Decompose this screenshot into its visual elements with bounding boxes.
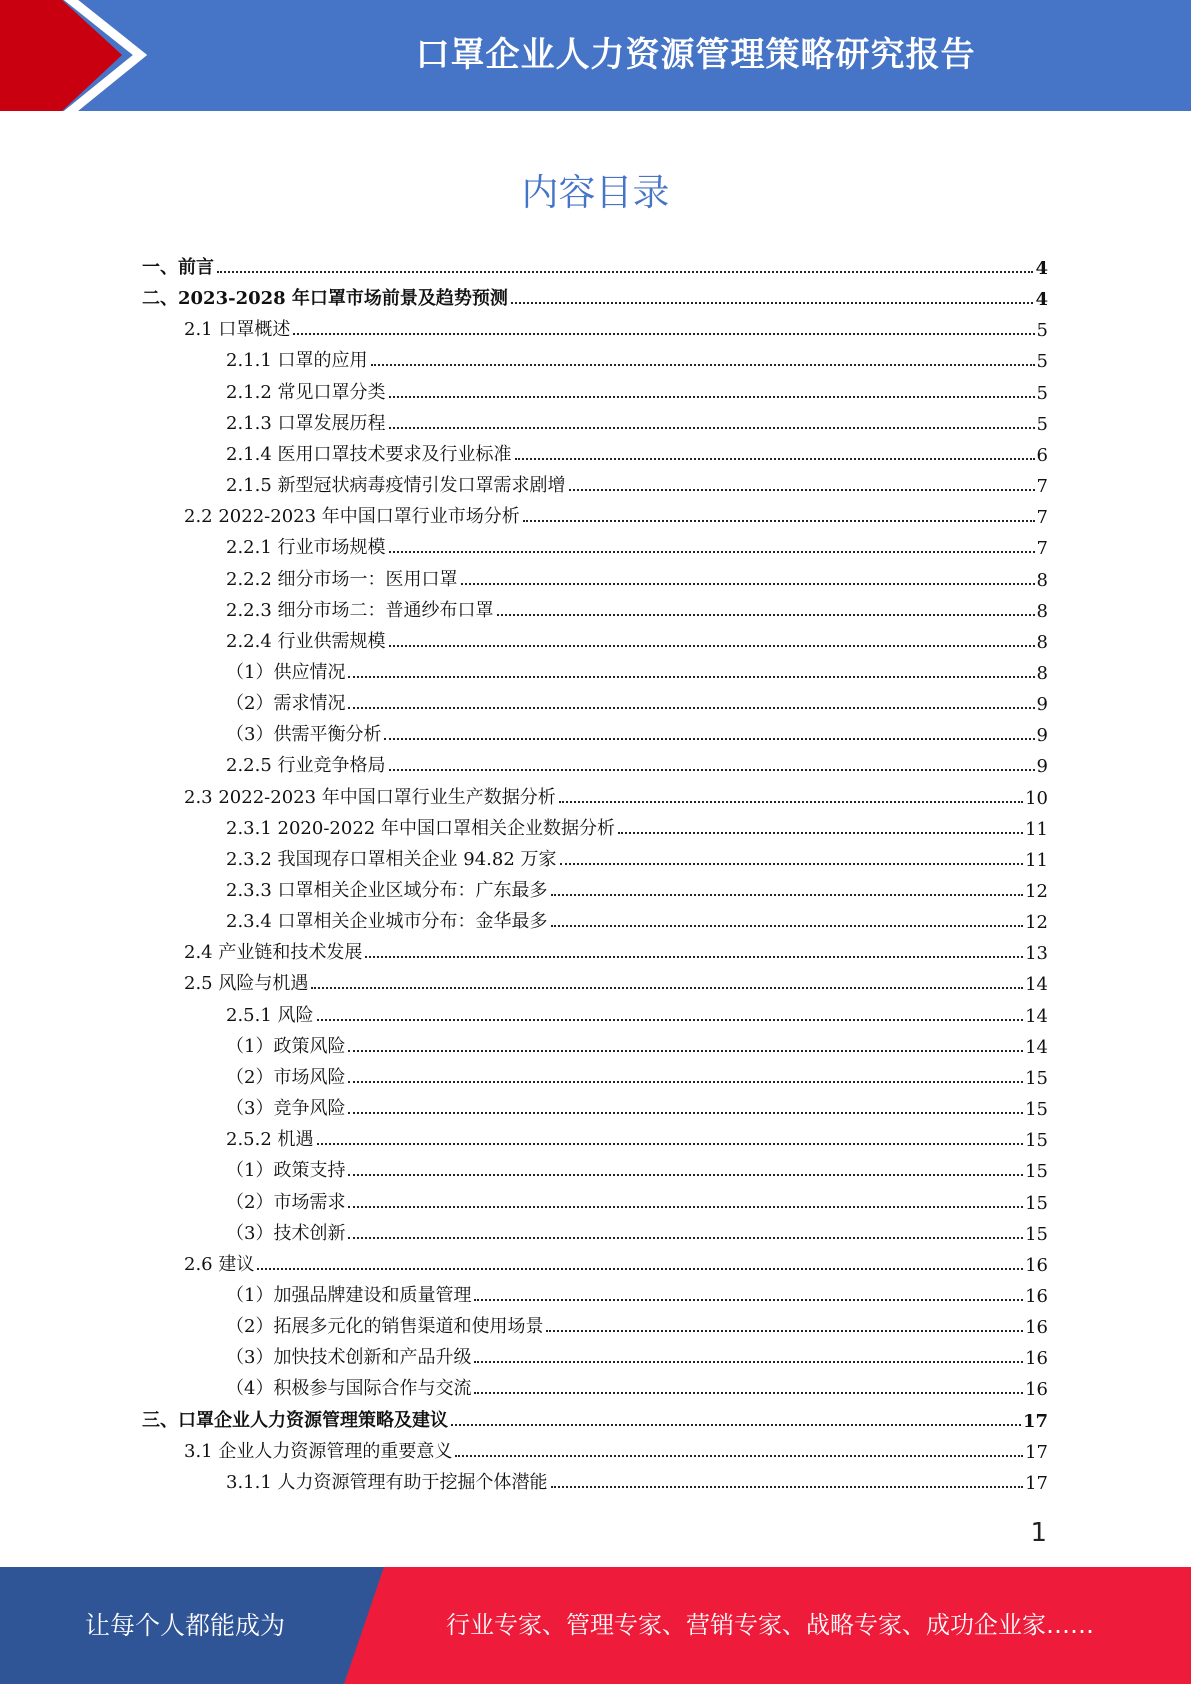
toc-entry-title: （1）供应情况 <box>226 661 346 683</box>
toc-entry-page: 11 <box>1025 818 1048 840</box>
toc-entry-title: 2.5.1 风险 <box>226 1004 314 1026</box>
toc-dot-leader <box>551 894 1024 896</box>
toc-entry-title: 2.2 2022-2023 年中国口罩行业市场分析 <box>184 506 520 528</box>
toc-entry-page: 9 <box>1036 756 1048 778</box>
toc-entry-title: （1）政策风险 <box>226 1035 346 1057</box>
toc-entry-title: 3.1 企业人力资源管理的重要意义 <box>184 1440 453 1462</box>
toc-dot-leader <box>523 520 1035 522</box>
toc-entry-page: 15 <box>1025 1223 1048 1245</box>
toc-entry-title: （3）竞争风险 <box>226 1098 346 1120</box>
toc-dot-leader <box>389 551 1035 553</box>
toc-dot-leader <box>474 1392 1023 1394</box>
toc-entry-page: 7 <box>1036 507 1048 529</box>
toc-entry[interactable] <box>226 1338 1048 1369</box>
footer-slogan-left: 让每个人都能成为 <box>84 1611 285 1640</box>
toc-entry-title: 2.3.1 2020-2022 年中国口罩相关企业数据分析 <box>226 817 615 839</box>
toc-entry-title: 2.5 风险与机遇 <box>184 973 309 995</box>
toc-entry[interactable] <box>226 871 1048 902</box>
toc-entry[interactable] <box>226 622 1048 653</box>
toc-entry-page: 12 <box>1025 912 1048 934</box>
toc-entry-title: 二、2023-2028 年口罩市场前景及趋势预测 <box>142 288 508 310</box>
toc-dot-leader <box>348 676 1034 678</box>
toc-dot-leader <box>365 956 1023 958</box>
toc-entry-page: 6 <box>1036 444 1048 466</box>
toc-dot-leader <box>515 458 1035 460</box>
toc-entry[interactable] <box>226 653 1048 684</box>
toc-dot-leader <box>389 396 1035 398</box>
toc-entry[interactable] <box>226 1183 1048 1214</box>
toc-entry[interactable] <box>226 1089 1048 1120</box>
toc-entry-page: 7 <box>1036 538 1048 560</box>
toc-dot-leader <box>384 738 1034 740</box>
toc-entry-page: 15 <box>1025 1130 1048 1152</box>
toc-dot-leader <box>461 583 1035 585</box>
toc-dot-leader <box>311 987 1023 989</box>
toc-dot-leader <box>217 271 1033 273</box>
toc-dot-leader <box>497 614 1035 616</box>
toc-entry[interactable] <box>226 1307 1048 1338</box>
toc-entry[interactable] <box>226 809 1048 840</box>
toc-entry-page: 5 <box>1036 382 1048 404</box>
toc-dot-leader <box>546 1330 1023 1332</box>
toc-entry[interactable] <box>226 1058 1048 1089</box>
toc-entry-title: （1）政策支持 <box>226 1160 346 1182</box>
toc-entry[interactable] <box>184 778 1048 809</box>
toc-dot-leader <box>317 1019 1024 1021</box>
page-number: 1 <box>1030 1518 1047 1548</box>
toc-entry-title: 2.1.5 新型冠状病毒疫情引发口罩需求剧增 <box>226 475 566 497</box>
toc-dot-leader <box>389 427 1035 429</box>
toc-entry[interactable] <box>226 1151 1048 1182</box>
toc-entry-page: 14 <box>1025 1036 1048 1058</box>
toc-entry[interactable] <box>226 373 1048 404</box>
toc-dot-leader <box>451 1424 1021 1426</box>
toc-entry-title: 2.1.1 口罩的应用 <box>226 350 368 372</box>
toc-dot-leader <box>511 302 1034 304</box>
toc-dot-leader <box>348 1206 1023 1208</box>
toc-entry-title: 2.2.2 细分市场一：医用口罩 <box>226 568 458 590</box>
footer-banner <box>0 1567 1191 1684</box>
toc-entry[interactable] <box>226 560 1048 591</box>
toc-entry-title: （4）积极参与国际合作与交流 <box>226 1378 472 1400</box>
toc-entry-page: 17 <box>1022 1410 1048 1432</box>
toc-entry-page: 12 <box>1025 881 1048 902</box>
toc-dot-leader <box>455 1455 1023 1457</box>
toc-entry[interactable] <box>226 746 1048 777</box>
toc-entry-page: 10 <box>1025 787 1048 809</box>
toc-dot-leader <box>559 801 1023 803</box>
toc-entry-page: 8 <box>1036 569 1048 591</box>
toc-entry[interactable] <box>184 310 1048 341</box>
toc-entry-title: （3）技术创新 <box>226 1222 346 1244</box>
footer-slogan-right: 行业专家、管理专家、营销专家、战略专家、成功企业家…… <box>446 1611 1094 1639</box>
toc-entry-page: 16 <box>1025 1317 1048 1339</box>
toc-entry[interactable] <box>226 902 1048 933</box>
toc-entry-title: 2.3.4 口罩相关企业城市分布：金华最多 <box>226 911 548 933</box>
toc-entry[interactable] <box>226 996 1048 1027</box>
toc-dot-leader <box>551 925 1024 927</box>
toc-entry-title: 2.1.4 医用口罩技术要求及行业标准 <box>226 443 512 465</box>
toc-entry-page: 5 <box>1036 320 1048 342</box>
toc-entry-page: 15 <box>1025 1067 1048 1089</box>
toc-entry[interactable] <box>226 1463 1048 1494</box>
toc-entry-page: 5 <box>1036 351 1048 373</box>
toc-entry-title: 一、前言 <box>142 257 214 278</box>
toc-entry-title: （2）市场风险 <box>226 1066 346 1088</box>
toc-entry-page: 15 <box>1025 1099 1048 1121</box>
toc-entry[interactable] <box>226 341 1048 372</box>
toc-entry[interactable] <box>142 1401 1048 1432</box>
toc-entry-title: 2.1.2 常见口罩分类 <box>226 381 386 403</box>
toc-dot-leader <box>293 333 1034 335</box>
toc-entry-page: 7 <box>1036 476 1048 498</box>
toc-entry[interactable] <box>226 684 1048 715</box>
toc-entry-page: 14 <box>1025 1005 1048 1027</box>
toc-dot-leader <box>348 1237 1023 1239</box>
toc-entry-page: 16 <box>1025 1379 1048 1401</box>
toc-entry[interactable] <box>184 933 1048 964</box>
toc-entry[interactable] <box>226 528 1048 559</box>
toc-entry-title: （1）加强品牌建设和质量管理 <box>226 1284 472 1306</box>
toc-entry[interactable] <box>226 715 1048 746</box>
toc-entry-page: 14 <box>1025 974 1048 996</box>
toc-entry-title: 2.3.3 口罩相关企业区域分布：广东最多 <box>226 880 548 901</box>
header-title: 口罩企业人力资源管理策略研究报告 <box>415 35 976 75</box>
toc-entry-title: （2）拓展多元化的销售渠道和使用场景 <box>226 1316 544 1338</box>
toc-dot-leader <box>257 1268 1023 1270</box>
toc-entry-title: 2.1 口罩概述 <box>184 319 291 341</box>
toc-dot-leader <box>389 645 1035 647</box>
toc-entry[interactable] <box>184 964 1048 995</box>
toc-heading: 内容目录 <box>521 171 670 214</box>
toc-entry-page: 16 <box>1025 1348 1048 1370</box>
toc-entry[interactable] <box>142 279 1048 310</box>
toc-dot-leader <box>348 1081 1023 1083</box>
toc-dot-leader <box>560 863 1024 865</box>
toc-entry-page: 17 <box>1025 1441 1048 1463</box>
toc-entry[interactable] <box>226 466 1048 497</box>
toc-dot-leader <box>317 1143 1024 1145</box>
toc-entry-title: 2.2.3 细分市场二：普通纱布口罩 <box>226 599 494 621</box>
toc-dot-leader <box>569 489 1035 491</box>
toc-entry[interactable] <box>184 1245 1048 1276</box>
toc-entry-page: 4 <box>1035 289 1048 311</box>
toc-entry-page: 5 <box>1036 413 1048 435</box>
toc-entry-title: 3.1.1 人力资源管理有助于挖掘个体潜能 <box>226 1471 548 1493</box>
toc-entry-page: 9 <box>1036 694 1048 716</box>
toc-entry-page: 4 <box>1035 258 1048 279</box>
toc-entry-page: 13 <box>1025 943 1048 965</box>
toc-entry-title: 2.2.4 行业供需规模 <box>226 630 386 652</box>
toc-dot-leader <box>474 1299 1023 1301</box>
toc-entry-page: 11 <box>1025 849 1048 871</box>
toc-entry-title: （2）需求情况 <box>226 693 346 715</box>
toc-entry[interactable] <box>226 840 1048 871</box>
toc-entry-title: 2.5.2 机遇 <box>226 1129 314 1151</box>
toc-entry[interactable] <box>226 1120 1048 1151</box>
toc-entry-title: （3）供需平衡分析 <box>226 724 382 746</box>
toc-entry-page: 15 <box>1025 1192 1048 1214</box>
toc-entry-page: 16 <box>1025 1254 1048 1276</box>
toc-entry-title: 2.2.1 行业市场规模 <box>226 537 386 559</box>
toc-entry[interactable] <box>226 1027 1048 1058</box>
toc-entry[interactable] <box>226 404 1048 435</box>
toc-dot-leader <box>474 1361 1023 1363</box>
toc-dot-leader <box>618 832 1023 834</box>
toc-entry[interactable] <box>226 1276 1048 1307</box>
toc-entry-page: 8 <box>1036 662 1048 684</box>
toc-entry-title: 2.4 产业链和技术发展 <box>184 942 363 964</box>
toc-dot-leader <box>371 364 1035 366</box>
toc-dot-leader <box>348 707 1034 709</box>
toc-entry[interactable] <box>226 1214 1048 1245</box>
toc-entry-page: 9 <box>1036 725 1048 747</box>
toc-entry-page: 8 <box>1036 600 1048 622</box>
toc-entry-title: 2.3 2022-2023 年中国口罩行业生产数据分析 <box>184 786 556 808</box>
toc-entry-title: 2.1.3 口罩发展历程 <box>226 412 386 434</box>
toc-entry-title: 2.2.5 行业竞争格局 <box>226 755 386 777</box>
toc-entry-title: 三、口罩企业人力资源管理策略及建议 <box>142 1409 448 1431</box>
toc-entry-page: 17 <box>1025 1472 1048 1494</box>
toc-entry[interactable] <box>226 435 1048 466</box>
toc-dot-leader <box>348 1050 1023 1052</box>
toc-dot-leader <box>551 1486 1024 1488</box>
header-banner <box>0 0 1191 111</box>
toc-entry-page: 16 <box>1025 1285 1048 1307</box>
toc-dot-leader <box>348 1112 1023 1114</box>
toc-entry[interactable] <box>226 591 1048 622</box>
toc-entry-title: 2.3.2 我国现存口罩相关企业 94.82 万家 <box>226 848 557 870</box>
toc-entry-page: 8 <box>1036 631 1048 653</box>
toc-entry-title: 2.6 建议 <box>184 1253 255 1275</box>
toc-entry[interactable] <box>142 248 1048 279</box>
toc-entry-title: （2）市场需求 <box>226 1191 346 1213</box>
toc-dot-leader <box>348 1174 1023 1176</box>
toc-entry[interactable] <box>226 1369 1048 1400</box>
toc-entry[interactable] <box>184 497 1048 528</box>
toc-dot-leader <box>389 769 1035 771</box>
toc-entry[interactable] <box>184 1432 1048 1463</box>
toc-entry-page: 15 <box>1025 1161 1048 1183</box>
toc-entry-title: （3）加快技术创新和产品升级 <box>226 1347 472 1369</box>
